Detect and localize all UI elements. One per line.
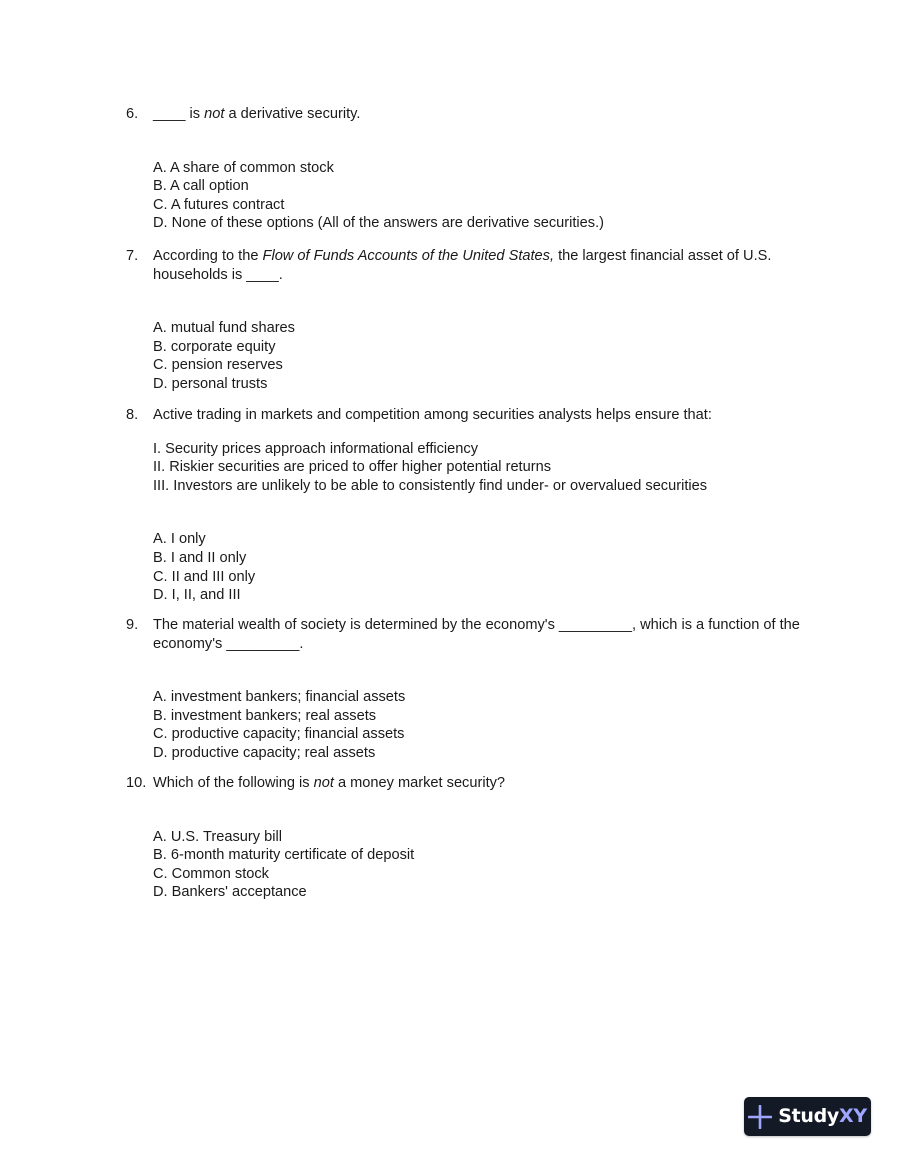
answer-options — [153, 530, 806, 604]
answer-option[interactable]: D. None of these options (All of the answers are derivative securities.) — [153, 215, 604, 232]
question-text — [153, 105, 806, 124]
answer-option[interactable]: C. productive capacity; financial assets — [153, 726, 405, 743]
question-9 — [126, 616, 806, 763]
question-header — [126, 247, 806, 284]
question-header — [126, 105, 806, 124]
brand-name-accent: XY — [838, 1105, 867, 1128]
question-text-part: The material wealth of society is determined by the economy's _________, which is a function of the economy's _________. — [153, 617, 800, 652]
question-text-part: According to the — [153, 248, 263, 264]
question-number: 6. — [126, 106, 139, 122]
question-text — [153, 247, 806, 284]
answer-option[interactable]: D. productive capacity; real assets — [153, 744, 376, 761]
plus-cross-icon — [748, 1105, 772, 1129]
question-8 — [126, 406, 806, 605]
studyxy-logo-badge[interactable] — [744, 1097, 871, 1136]
question-text-part: the largest financial asset of U.S. households is ____. — [153, 248, 772, 283]
question-number: 9. — [126, 617, 139, 633]
answer-option[interactable]: C. Common stock — [153, 865, 269, 882]
answer-option[interactable]: A. A share of common stock — [153, 159, 334, 176]
question-text — [153, 406, 806, 425]
brand-name — [778, 1107, 867, 1126]
question-10 — [126, 774, 806, 902]
statement-list — [153, 440, 806, 496]
answer-option[interactable]: D. personal trusts — [153, 375, 268, 392]
question-number: 10. — [126, 775, 147, 791]
answer-option[interactable]: A. mutual fund shares — [153, 320, 295, 337]
answer-options — [153, 319, 806, 393]
brand-name-main: Study — [778, 1105, 839, 1128]
answer-options — [153, 159, 806, 233]
question-text-part: Active trading in markets and competition among securities analysts helps ensure that: — [153, 407, 712, 423]
question-number: 8. — [126, 407, 139, 423]
question-header — [126, 406, 806, 425]
question-text-emphasis: Flow of Funds Accounts of the United States, — [262, 248, 555, 264]
question-text-part: a money market security? — [333, 775, 506, 791]
answer-option[interactable]: D. Bankers' acceptance — [153, 884, 307, 901]
question-text-emphasis: not — [313, 775, 334, 791]
answer-option[interactable]: B. A call option — [153, 178, 249, 195]
statement-item: III. Investors are unlikely to be able to consistently find under- or overvalued securities — [153, 477, 708, 494]
answer-option[interactable]: A. I only — [153, 531, 206, 548]
question-header — [126, 774, 806, 793]
question-header — [126, 616, 806, 653]
question-6 — [126, 105, 806, 233]
answer-option[interactable]: A. U.S. Treasury bill — [153, 828, 282, 845]
statement-item: I. Security prices approach informational efficiency — [153, 440, 479, 457]
question-text-emphasis: not — [204, 106, 225, 122]
question-text-part: a derivative security. — [224, 106, 361, 122]
answer-option[interactable]: C. A futures contract — [153, 196, 285, 213]
answer-option[interactable]: A. investment bankers; financial assets — [153, 689, 406, 706]
answer-options — [153, 828, 806, 902]
question-text — [153, 774, 806, 793]
question-text-part: ____ is — [153, 106, 205, 122]
question-text — [153, 616, 806, 653]
answer-option[interactable]: B. 6-month maturity certificate of deposit — [153, 847, 415, 864]
question-text-part: Which of the following is — [153, 775, 314, 791]
question-number: 7. — [126, 248, 139, 264]
answer-options — [153, 688, 806, 762]
statement-item: II. Riskier securities are priced to offer higher potential returns — [153, 459, 552, 476]
question-7 — [126, 247, 806, 394]
answer-option[interactable]: B. investment bankers; real assets — [153, 707, 377, 724]
answer-option[interactable]: B. I and II only — [153, 549, 247, 566]
answer-option[interactable]: B. corporate equity — [153, 338, 276, 355]
answer-option[interactable]: C. pension reserves — [153, 357, 283, 374]
answer-option[interactable]: C. II and III only — [153, 568, 256, 585]
answer-option[interactable]: D. I, II, and III — [153, 587, 241, 604]
